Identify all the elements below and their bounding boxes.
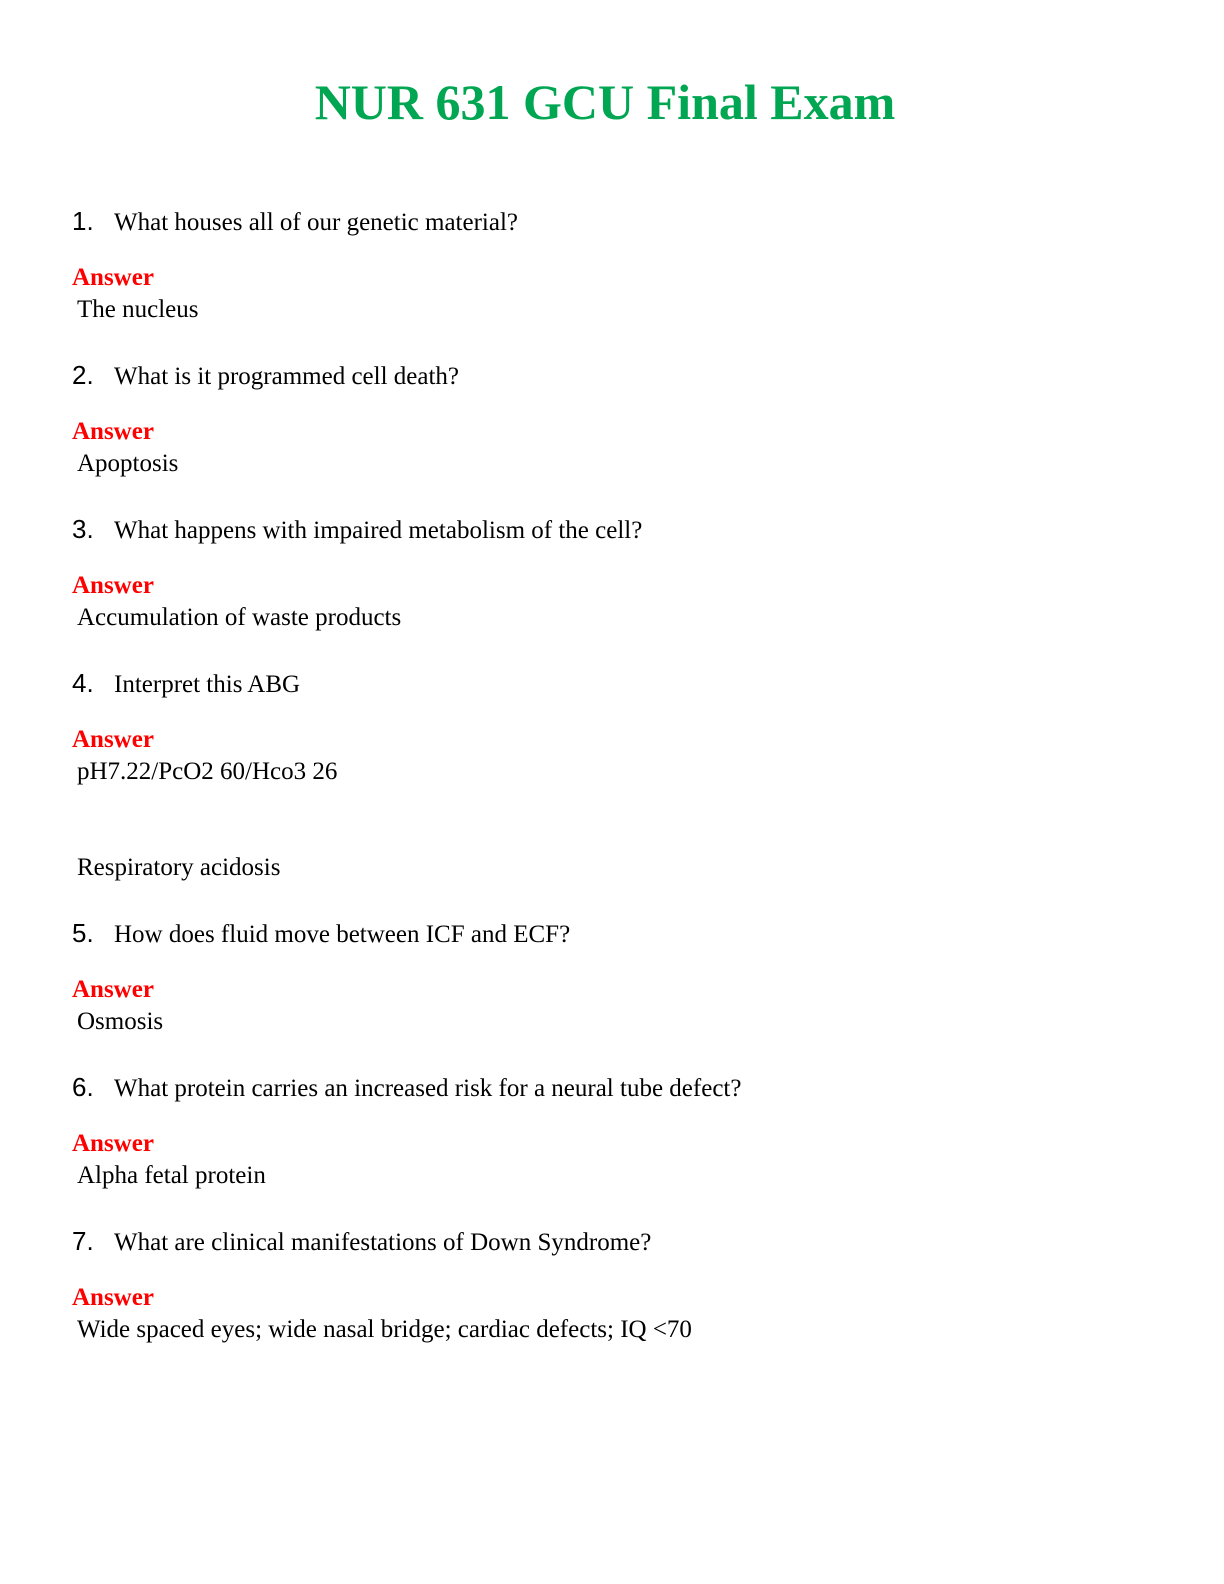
question-item	[72, 1068, 1152, 1192]
question-item	[72, 510, 1152, 634]
question-number: 7.	[72, 1226, 94, 1256]
question	[72, 664, 1152, 702]
question-item	[72, 202, 1152, 326]
answer-text: Alpha fetal protein	[77, 1162, 266, 1189]
answer-label: Answer	[72, 264, 154, 291]
answer-label: Answer	[72, 572, 154, 599]
answer-text: pH7.22/PcO2 60/Hco3 26	[77, 758, 338, 785]
question-number: 6.	[72, 1072, 94, 1102]
question-number: 2.	[72, 360, 94, 390]
question	[72, 914, 1152, 952]
question	[72, 1222, 1152, 1260]
question-item	[72, 914, 1152, 1038]
answer-text: Accumulation of waste products	[77, 604, 402, 631]
question-item	[72, 1222, 1152, 1346]
question-number: 5.	[72, 918, 94, 948]
question	[72, 202, 1152, 240]
question	[72, 356, 1152, 394]
answer-spacer	[72, 788, 1152, 852]
answer-text: Respiratory acidosis	[77, 854, 281, 881]
answer-text: The nucleus	[77, 296, 199, 323]
question-text: What happens with impaired metabolism of the cell?	[114, 517, 643, 544]
question	[72, 1068, 1152, 1106]
answer-text: Wide spaced eyes; wide nasal bridge; cardiac defects; IQ <70	[77, 1316, 692, 1343]
question-item	[72, 664, 1152, 884]
question	[72, 510, 1152, 548]
answer-text: Apoptosis	[77, 450, 179, 477]
question-text: What protein carries an increased risk for a neural tube defect?	[114, 1075, 742, 1102]
question-item	[72, 356, 1152, 480]
question-text: How does fluid move between ICF and ECF?	[114, 921, 571, 948]
question-text: Interpret this ABG	[114, 671, 301, 698]
question-list	[72, 202, 1152, 1376]
question-number: 3.	[72, 514, 94, 544]
question-number: 1.	[72, 206, 94, 236]
page-title: NUR 631 GCU Final Exam	[314, 74, 896, 130]
answer-label: Answer	[72, 726, 154, 753]
question-text: What houses all of our genetic material?	[114, 209, 519, 236]
answer-label: Answer	[72, 1130, 154, 1157]
question-text: What is it programmed cell death?	[114, 363, 460, 390]
answer-label: Answer	[72, 1284, 154, 1311]
question-text: What are clinical manifestations of Down Syndrome?	[114, 1229, 652, 1256]
question-number: 4.	[72, 668, 94, 698]
answer-text: Osmosis	[77, 1008, 164, 1035]
answer-label: Answer	[72, 976, 154, 1003]
answer-label: Answer	[72, 418, 154, 445]
